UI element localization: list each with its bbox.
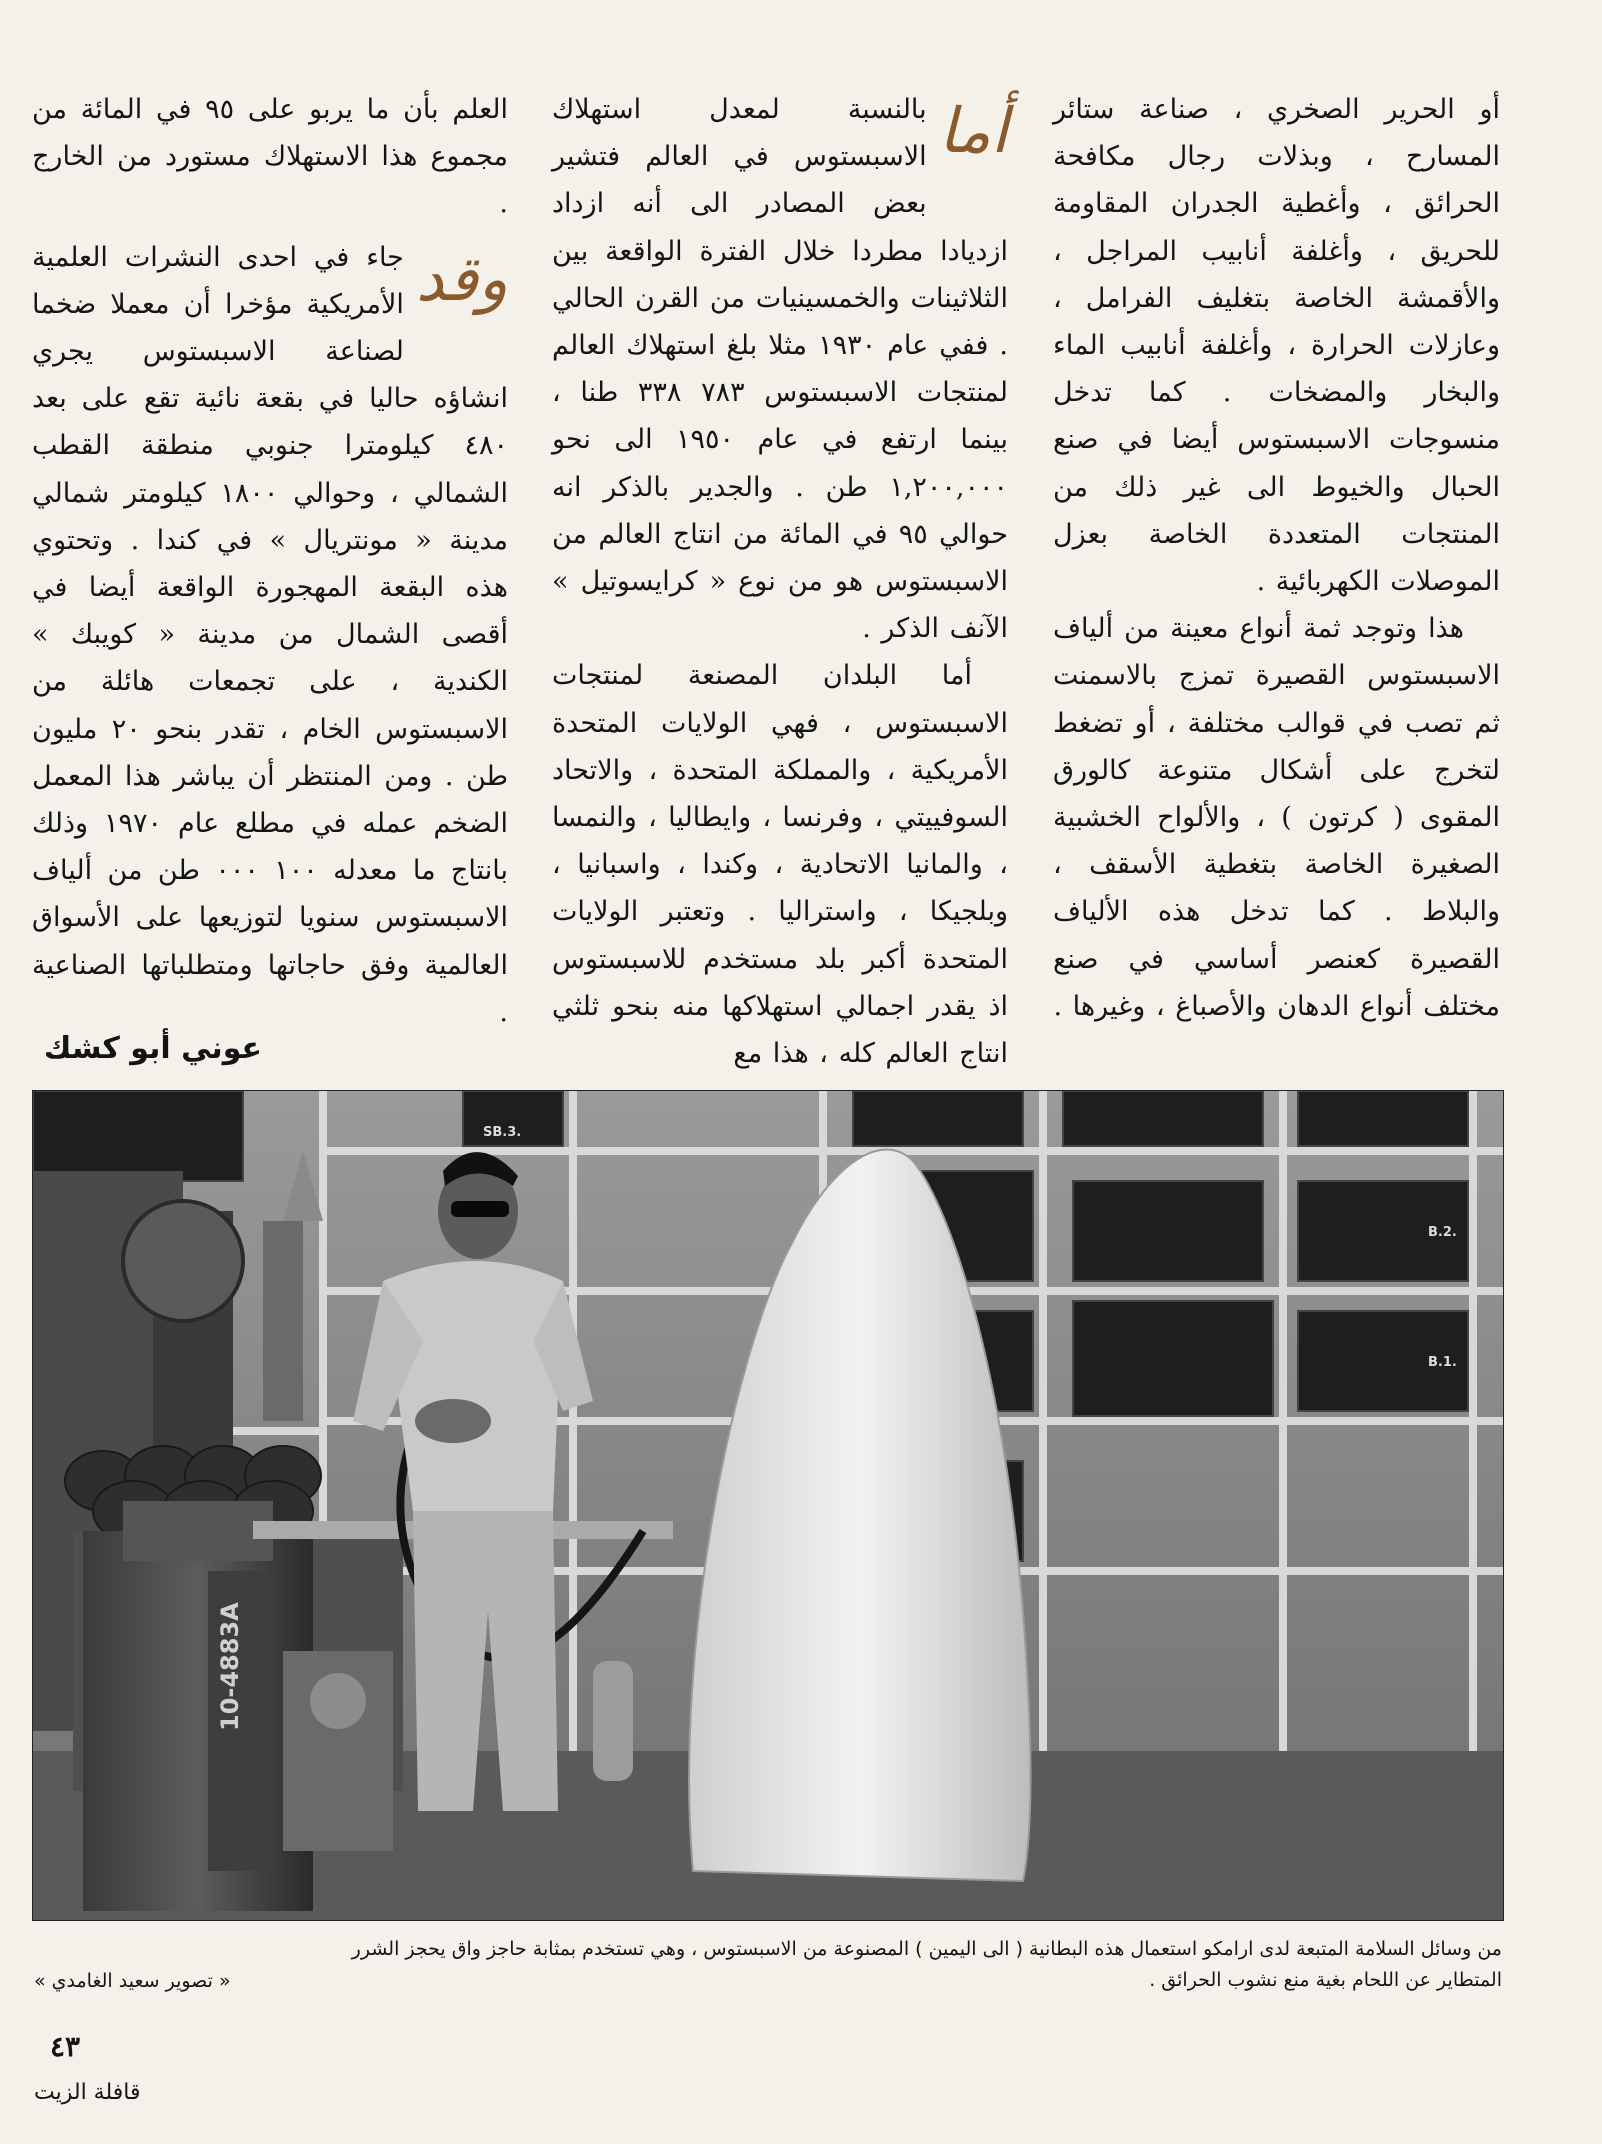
article-column-left [32, 86, 508, 1036]
caption-line: المتطاير عن اللحام بغية منع نشوب الحرائق . [1149, 1969, 1502, 1991]
author-name: عوني أبو كشك [43, 1031, 262, 1066]
paragraph: بالنسبة لمعدل استهلاك الاسبستوس في العالم فتشير بعض المصادر الى أنه ازداد ازديادا مطردا خلال الفترة الواقعة بين الثلاثينات والخمسينيات من القرن الحالي . ففي عام ١٩٣٠ مثلا بلغ استهلاك العالم لمنتجات الاسبستوس ٧٨٣ ٣٣٨ طنا ، بينما ارتفع في عام ١٩٥٠ الى نحو ١,٢٠٠,٠٠٠ طن . والجدير بالذكر انه حوالي ٩٥ في المائة من انتاج العالم من الاسبستوس هو من نوع « كرايسوتيل » الآنف الذكر . [552, 94, 1008, 645]
dropcap: أما [938, 94, 1008, 167]
article-photo [32, 1090, 1504, 1921]
dropcap: وقد [415, 241, 508, 315]
caption-line: من وسائل السلامة المتبعة لدى ارامكو استعمال هذه البطانية ( الى اليمين ) المصنوعة من الاسبستوس ، وهي تستخدم بمثابة حاجز واق يحجز الشرر [351, 1938, 1502, 1960]
paragraph: هذا وتوجد ثمة أنواع معينة من ألياف الاسبستوس القصيرة تمزج بالاسمنت ثم تصب في قوالب مختلفة ، أو تضغط لتخرج على أشكال متنوعة كالورق المقوى ( كرتون ) ، والألواح الخشبية الصغيرة الخاصة بتغطية الأسقف ، والبلاط . كما تدخل هذه الألياف القصيرة كعنصر أساسي في صنع مختلف أنواع الدهان والأصباغ ، وغيرها . [1053, 613, 1500, 1022]
paragraph: جاء في احدى النشرات العلمية الأمريكية مؤخرا أن معملا ضخما لصناعة الاسبستوس يجري انشاؤه حاليا في بقعة نائية تقع على بعد ٤٨٠ كيلومترا جنوبي منطقة القطب الشمالي ، وحوالي ١٨٠٠ كيلومتر شمالي مدينة « مونتريال » في كندا . وتحتوي هذه البقعة المهجورة الواقعة أيضا في أقصى الشمال من مدينة « كويبك » الكندية ، على تجمعات هائلة من الاسبستوس الخام ، تقدر بنحو ٢٠ مليون طن . ومن المنتظر أن يباشر هذا المعمل الضخم عمله في مطلع عام ١٩٧٠ وذلك بانتاج ما معدله ١٠٠ ٠٠٠ طن من ألياف الاسبستوس سنويا لتوزيعها على الأسواق العالمية وفق حاجاتها ومتطلباتها الصناعية . [32, 241, 508, 1028]
machine-label: 10-4883A [216, 1602, 244, 1731]
paragraph: العلم بأن ما يربو على ٩٥ في المائة من مجموع هذا الاستهلاك مستورد من الخارج . [32, 94, 509, 220]
shelf-label: B.2. [1428, 1225, 1457, 1240]
article-column-middle [552, 86, 1008, 1077]
magazine-name: قافلة الزيت [34, 2080, 141, 2105]
paragraph: أما البلدان المصنعة لمنتجات الاسبستوس ، فهي الولايات المتحدة الأمريكية ، والمملكة المتحدة ، والاتحاد السوفييتي ، وفرنسا ، وايطاليا ، والنمسا ، والمانيا الاتحادية ، وكندا ، واسبانيا ، وبلجيكا ، واستراليا . وتعتبر الولايات المتحدة أكبر بلد مستخدم للاسبستوس اذ يقدر اجمالي استهلاكها منه بنحو ثلثي انتاج العالم كله ، هذا مع [552, 660, 1008, 1070]
photo-credit: « تصوير سعيد الغامدي » [34, 1970, 231, 1992]
shelf-label: B.1. [1428, 1355, 1457, 1370]
paragraph: أو الحرير الصخري ، صناعة ستائر المسارح ، وبذلات رجال مكافحة الحرائق ، وأغطية الجدران المقاومة للحريق ، وأغلفة أنابيب المراجل ، والأقمشة الخاصة بتغليف الفرامل ، وعازلات الحرارة ، وأغلفة أنابيب الماء والبخار والمضخات . كما تدخل منسوجات الاسبستوس أيضا في صنع الحبال والخيوط الى غير ذلك من المنتجات المتعددة الخاصة بعزل الموصلات الكهربائية . [1053, 94, 1500, 598]
page-number: ٤٣ [50, 2030, 81, 2063]
workshop-photo-illustration [33, 1091, 1503, 1920]
article-column-right [1053, 86, 1500, 1030]
shelf-label: SB.3. [483, 1125, 522, 1140]
